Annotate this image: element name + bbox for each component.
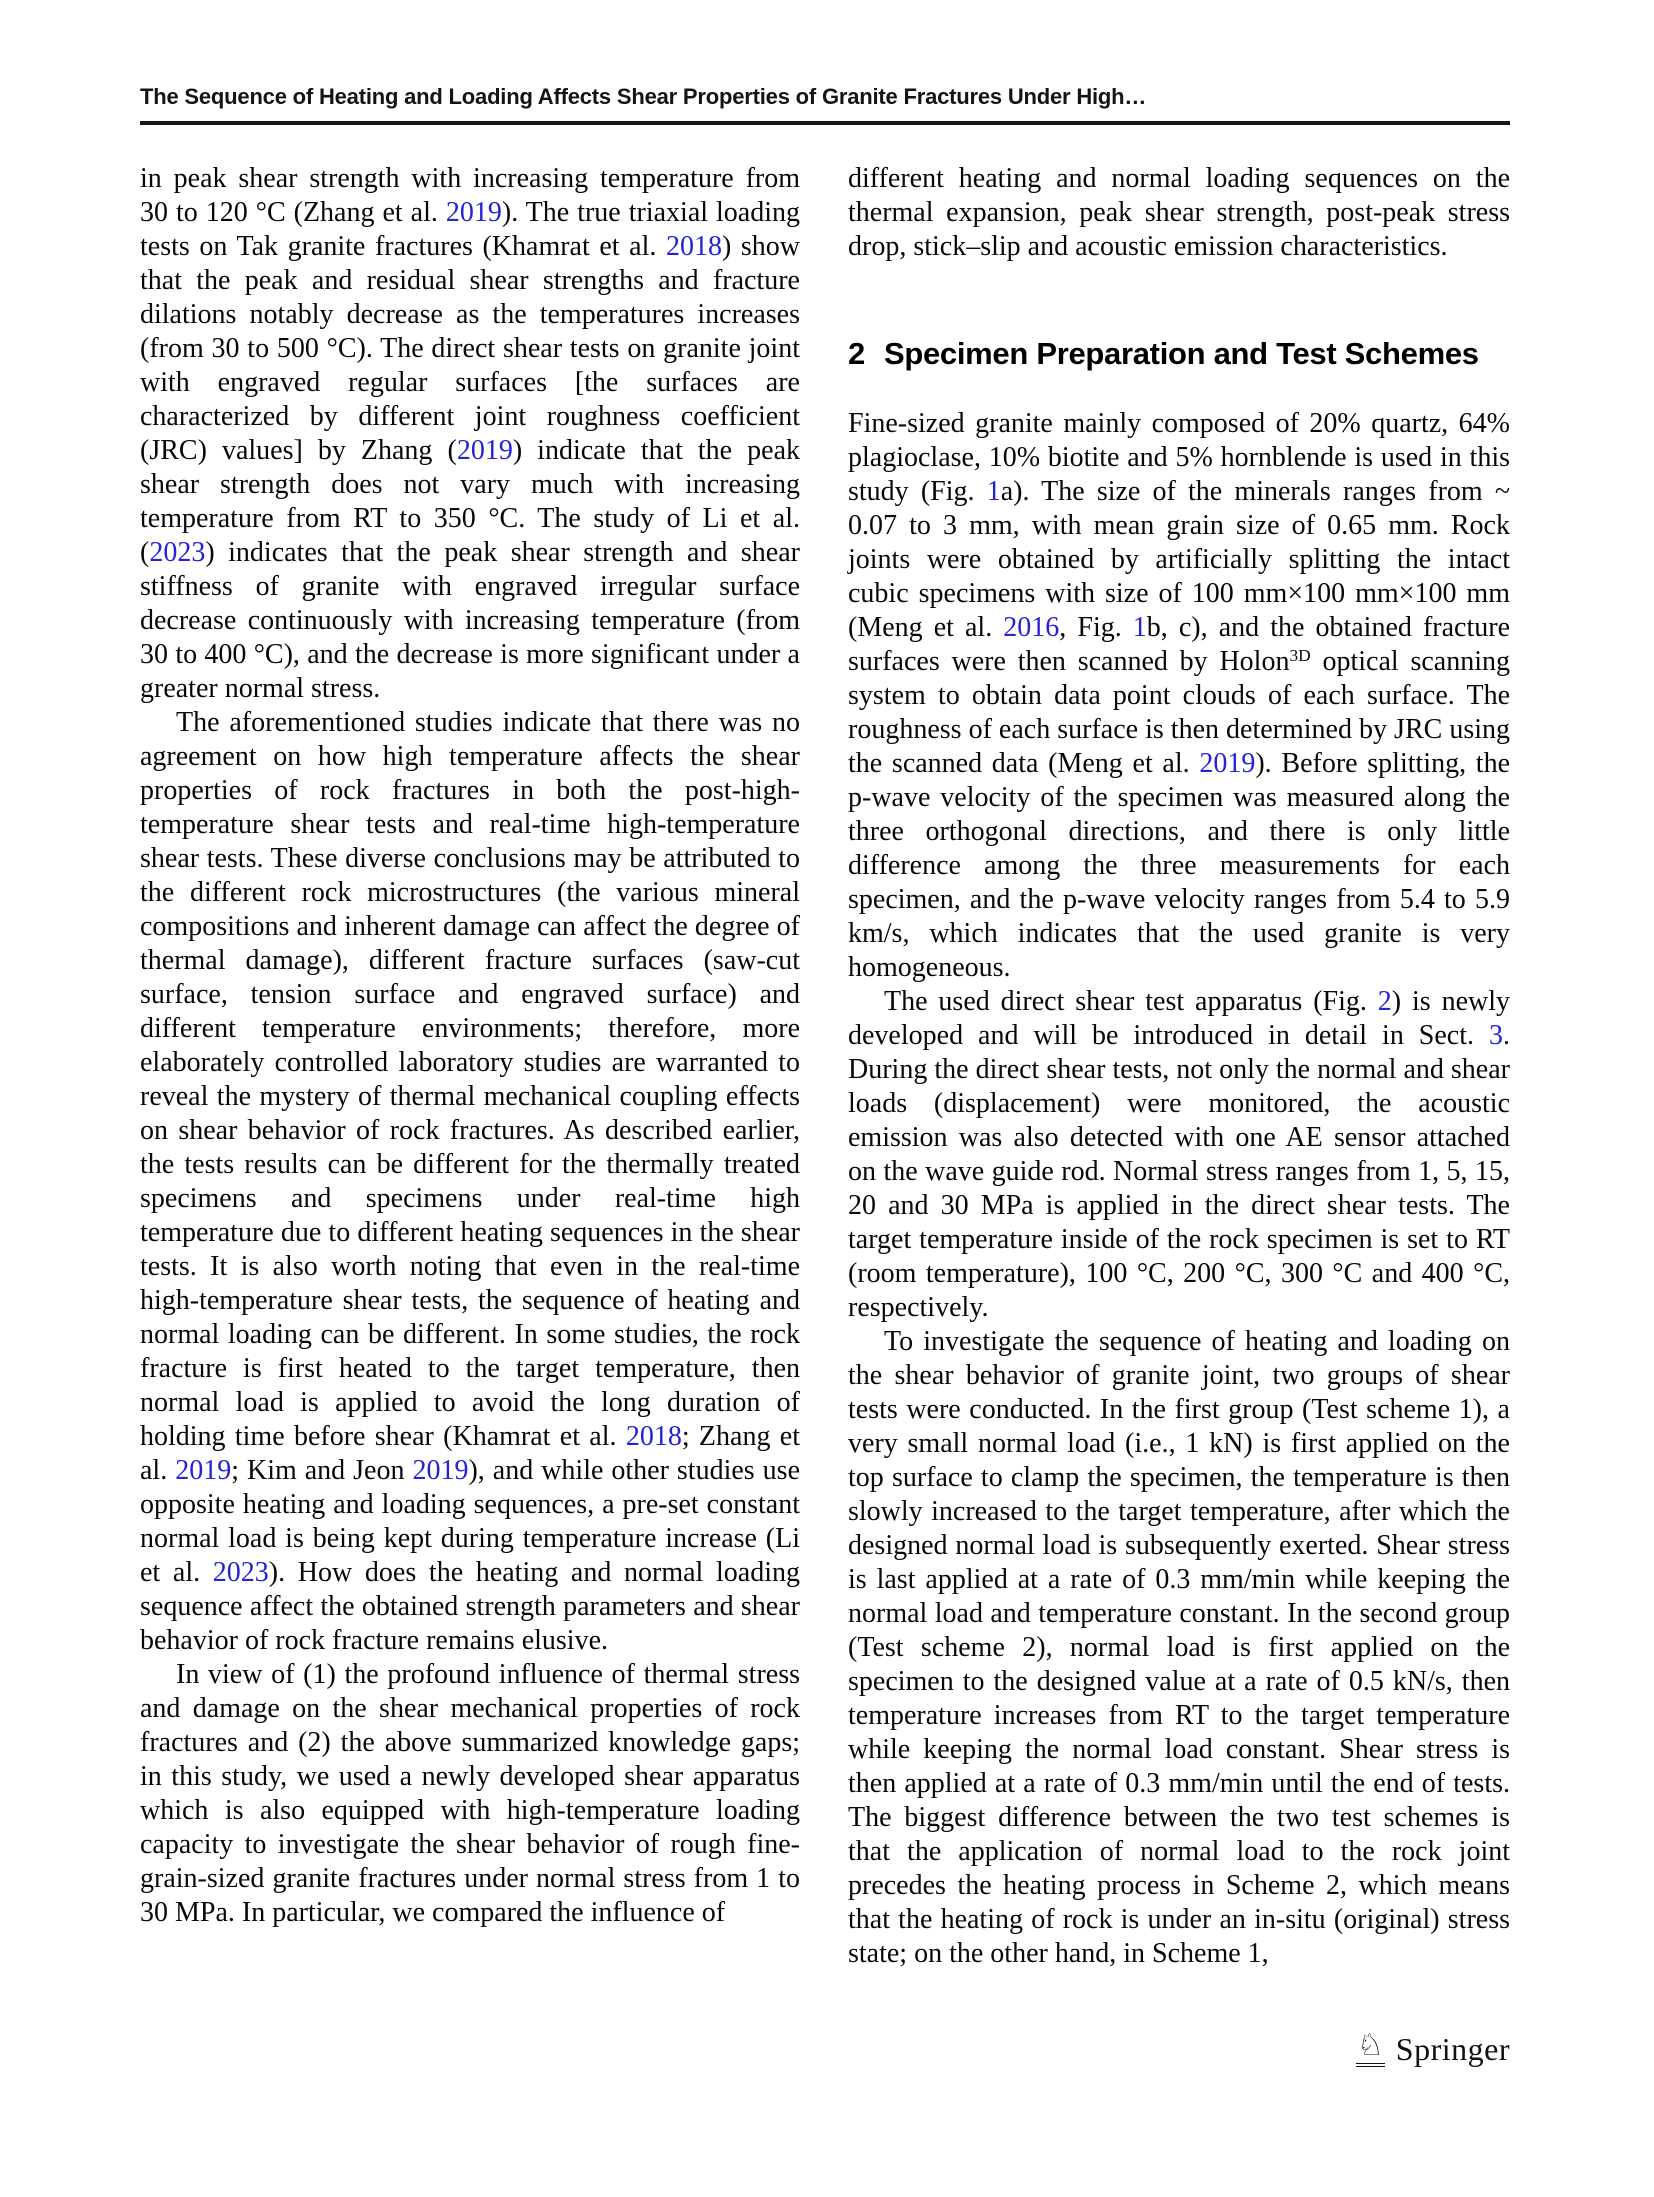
section-title: Specimen Preparation and Test Schemes xyxy=(883,336,1479,371)
body-text: To investigate the sequence of heating and loading on the shear behavior of granite joint, two groups of shear tests were conducted. In the first group (Test scheme 1), a very small normal load (i.e., 1 kN) is first applied on the top surface to clamp the specimen, the temperature is then slowly increased to the target temperature, after which the designed normal load is subsequently exerted. Shear stress is last applied at a rate of 0.3 mm/min while keeping the normal load and temperature constant. In the second group (Test scheme 2), normal load is first applied on the specimen to the designed value at a rate of 0.5 kN/s, then temperature increases from RT to the target temperature while keeping the normal load constant. Shear stress is then applied at a rate of 0.3 mm/min until the end of tests. The biggest difference between the two test schemes is that the application of normal load to the rock joint precedes the heating process in Scheme 2, which means that the heating of rock is under an in-situ (original) stress state; on the other hand, in Scheme 1, xyxy=(848,1326,1510,1969)
body-text: ; Zhang et al. xyxy=(140,1421,800,1486)
right-column-body xyxy=(848,407,1510,1971)
citation-link[interactable]: 2023 xyxy=(212,1557,269,1588)
body-text: The used direct shear test apparatus (Fig. xyxy=(884,986,1378,1017)
paragraph xyxy=(848,162,1510,264)
body-text: different heating and normal loading sequences on the thermal expansion, peak shear strength, post-peak stress drop, stick–slip and acoustic emission characteristics. xyxy=(848,163,1510,262)
paragraph xyxy=(848,1325,1510,1971)
body-text: ). The true triaxial loading tests on Tak granite fractures (Khamrat et al. xyxy=(140,197,801,262)
paragraph xyxy=(848,985,1510,1325)
body-text: ) indicates that the peak shear strength and shear stiffness of granite with engraved irregular surface decrease continuously with increasing temperature (from 30 to 400 °C), and the decrease is more significant under a greater normal stress. xyxy=(140,537,800,704)
citation-link[interactable]: 3 xyxy=(1489,1020,1503,1051)
springer-logo xyxy=(1356,2028,1510,2067)
body-text: The aforementioned studies indicate that there was no agreement on how high temperature affects the shear properties of rock fractures in both the post-high-temperature shear tests and real-time high-temperature shear tests. These diverse conclusions may be attributed to the different rock microstructures (the various mineral compositions and inherent damage can affect the degree of thermal damage), different fracture surfaces (saw-cut surface, tension surface and engraved surface) and different temperature environments; therefore, more elaborately controlled laboratory studies are warranted to reveal the mystery of thermal mechanical coupling effects on shear behavior of rock fractures. As described earlier, the tests results can be different for the thermally treated specimens and specimens under real-time high temperature due to different heating sequences in the shear tests. It is also worth noting that even in the real-time high-temperature shear tests, the sequence of heating and normal loading can be different. In some studies, the rock fracture is first heated to the target temperature, then normal load is applied to avoid the long duration of holding time before shear (Khamrat et al. xyxy=(140,707,800,1452)
knight-chess-icon: ♘ xyxy=(1356,2031,1385,2067)
header-rule xyxy=(140,121,1510,125)
superscript-text: 3D xyxy=(1289,646,1311,666)
citation-link[interactable]: 2018 xyxy=(665,231,722,262)
body-text: ), and while other studies use opposite heating and loading sequences, a pre-set constant normal load is being kept during temperature increase (Li et al. xyxy=(140,1455,801,1588)
body-text: ). How does the heating and normal loading sequence affect the obtained strength parameters and shear behavior of rock fracture remains elusive. xyxy=(140,1557,800,1656)
body-text: optical scanning system to obtain data point clouds of each surface. The roughness of each surface is then determined by JRC using the scanned data (Meng et al. xyxy=(848,646,1510,779)
citation-link[interactable]: 2019 xyxy=(175,1455,232,1486)
paragraph xyxy=(140,1658,800,1930)
body-text: ) indicate that the peak shear strength does not vary much with increasing temperature from RT to 350 °C. The study of Li et al. ( xyxy=(140,435,801,568)
paragraph xyxy=(848,407,1510,985)
body-text: , Fig. xyxy=(1059,612,1133,643)
body-text: b, c), and the obtained fracture surfaces were then scanned by Holon xyxy=(848,612,1511,677)
right-column xyxy=(848,162,1511,1969)
body-text: . During the direct shear tests, not only the normal and shear loads (displacement) were monitored, the acoustic emission was also detected with one AE sensor attached on the wave guide rod. Normal stress ranges from 1, 5, 15, 20 and 30 MPa is applied in the direct shear tests. The target temperature inside of the rock specimen is set to RT (room temperature), 100 °C, 200 °C, 300 °C and 400 °C, respectively. xyxy=(848,1020,1510,1323)
paragraph xyxy=(140,162,800,706)
citation-link[interactable]: 2 xyxy=(1377,986,1392,1017)
body-text: In view of (1) the profound influence of thermal stress and damage on the shear mechanical properties of rock fractures and (2) the above summarized knowledge gaps; in this study, we used a newly developed shear apparatus which is also equipped with high-temperature loading capacity to investigate the shear behavior of rough fine-grain-sized granite fractures under normal stress from 1 to 30 MPa. In particular, we compared the influence of xyxy=(140,1659,800,1928)
body-text: a). The size of the minerals ranges from ~ 0.07 to 3 mm, with mean grain size of 0.65 mm. Rock joints were obtained by artificially splitting the intact cubic specimens with size of 100 mm×100 mm×100 mm (Meng et al. xyxy=(848,476,1510,643)
running-title: The Sequence of Heating and Loading Affects Shear Properties of Granite Fractures Under High… xyxy=(140,84,1147,109)
left-column-paragraphs xyxy=(140,162,800,1930)
right-column-intro xyxy=(848,162,1510,264)
left-column xyxy=(140,162,800,1952)
body-text: ; Kim and Jeon xyxy=(231,1455,413,1486)
body-text: ) is newly developed and will be introduced in detail in Sect. xyxy=(848,986,1510,1051)
section-heading xyxy=(848,335,1510,372)
paragraph xyxy=(140,706,800,1658)
body-text: in peak shear strength with increasing temperature from 30 to 120 °C (Zhang et al. xyxy=(140,163,800,228)
citation-link[interactable]: 2018 xyxy=(625,1421,682,1452)
citation-link[interactable]: 2019 xyxy=(1199,748,1256,779)
citation-link[interactable]: 2019 xyxy=(456,435,513,466)
body-text: ). Before splitting, the p-wave velocity of the specimen was measured along the three orthogonal directions, and there is only little difference among the three measurements for each specimen, and the p-wave velocity ranges from 5.4 to 5.9 km/s, which indicates that the used granite is very homogeneous. xyxy=(848,748,1510,983)
publisher-name: Springer xyxy=(1395,2031,1510,2067)
citation-link[interactable]: 1 xyxy=(986,476,1001,507)
citation-link[interactable]: 2023 xyxy=(149,537,206,568)
citation-link[interactable]: 2019 xyxy=(445,197,502,228)
citation-link[interactable]: 2019 xyxy=(412,1455,469,1486)
body-text: ) show that the peak and residual shear strengths and fracture dilations notably decrease as the temperatures increases (from 30 to 500 °C). The direct shear tests on granite joint with engraved regular surfaces [the surfaces are characterized by different joint roughness coefficient (JRC) values] by Zhang ( xyxy=(140,231,800,466)
citation-link[interactable]: 2016 xyxy=(1003,612,1060,643)
section-number: 2 xyxy=(848,336,865,371)
citation-link[interactable]: 1 xyxy=(1132,612,1147,643)
body-text: Fine-sized granite mainly composed of 20% quartz, 64% plagioclase, 10% biotite and 5% hornblende is used in this study (Fig. xyxy=(848,408,1510,507)
